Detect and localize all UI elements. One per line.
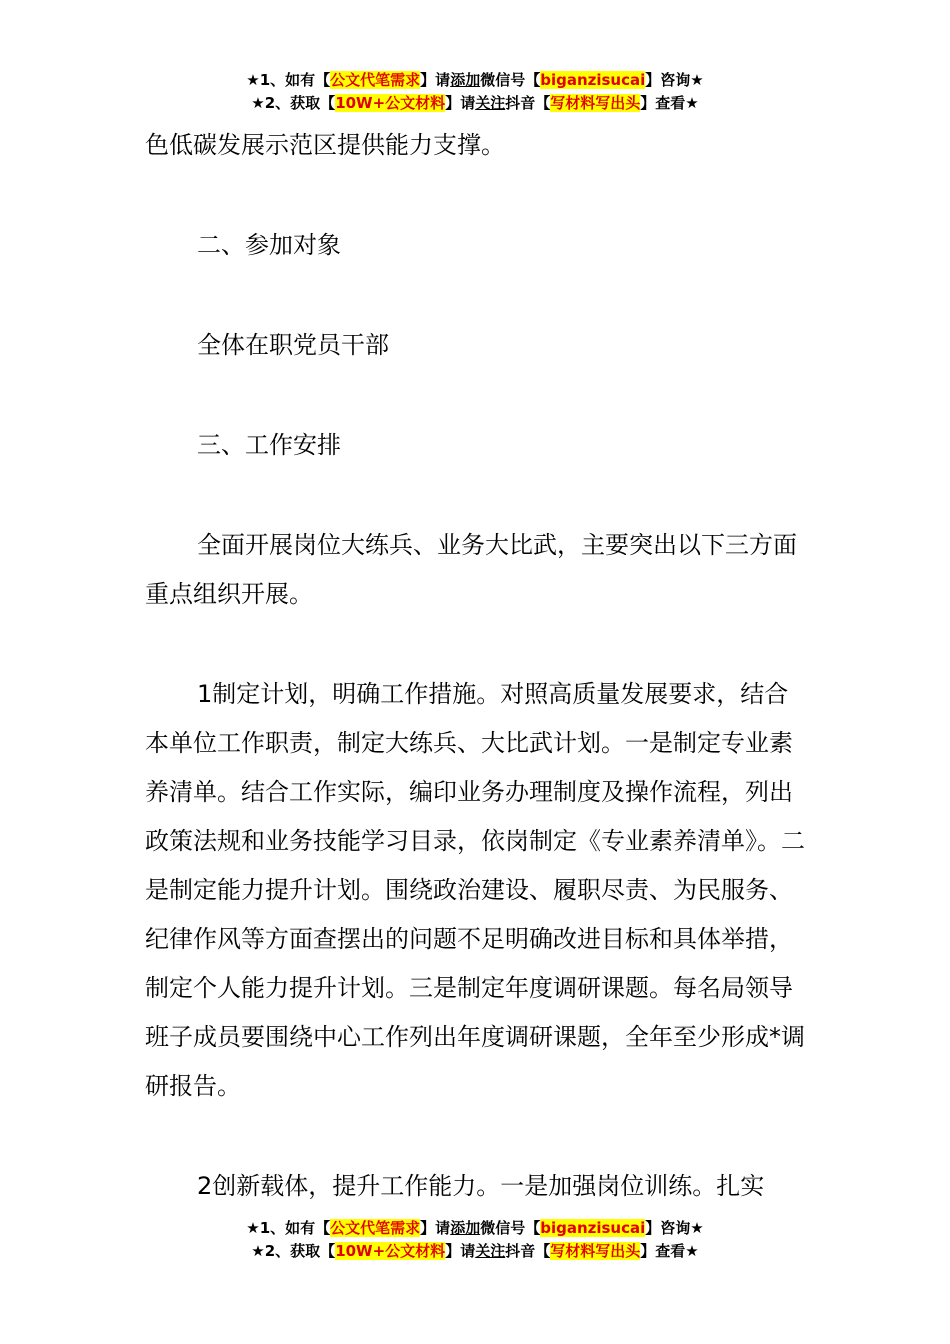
banner-line-2	[0, 1240, 950, 1263]
banner-highlight: 公文代笔需求	[330, 1219, 421, 1237]
banner-line-2	[0, 92, 950, 115]
document-body	[145, 121, 810, 1262]
banner-highlight: 公文代笔需求	[330, 71, 421, 89]
banner-text: ★1、如有【	[246, 71, 331, 89]
section-heading-arrangement: 三、工作安排	[197, 431, 341, 459]
banner-highlight: biganzisucai	[540, 71, 646, 89]
banner-highlight: 写材料写出头	[550, 1242, 641, 1260]
footer-banner	[0, 1217, 950, 1263]
banner-text: 】咨询★	[645, 71, 704, 89]
banner-line-1	[0, 69, 950, 92]
banner-highlight: biganzisucai	[540, 1219, 646, 1237]
paragraph-item-2: 2创新载体，提升工作能力。一是加强岗位训练。扎实	[197, 1172, 765, 1200]
banner-text: 】请	[445, 94, 476, 112]
banner-underline: 添加	[450, 71, 481, 89]
banner-underline: 关注	[475, 1242, 506, 1260]
banner-text: 抖音【	[505, 1242, 551, 1260]
banner-text: 】咨询★	[645, 1219, 704, 1237]
banner-text: ★2、获取【	[251, 94, 336, 112]
banner-text: 】请	[420, 71, 451, 89]
banner-text: 抖音【	[505, 94, 551, 112]
banner-highlight: 写材料写出头	[550, 94, 641, 112]
paragraph-intro: 全面开展岗位大练兵、业务大比武，主要突出以下三方面重点组织开展。	[145, 531, 797, 608]
header-banner	[0, 69, 950, 115]
banner-text: ★1、如有【	[246, 1219, 331, 1237]
banner-text: 】请	[420, 1219, 451, 1237]
banner-underline: 添加	[450, 1219, 481, 1237]
banner-text: 】请	[445, 1242, 476, 1260]
section-heading-participants: 二、参加对象	[197, 231, 341, 259]
banner-text: 】查看★	[640, 1242, 699, 1260]
banner-text: 】查看★	[640, 94, 699, 112]
banner-highlight: 10W+公文材料	[335, 1242, 446, 1260]
paragraph-continued: 色低碳发展示范区提供能力支撑。	[145, 131, 505, 159]
banner-line-1	[0, 1217, 950, 1240]
banner-text: 微信号【	[480, 1219, 541, 1237]
paragraph-item-1: 1制定计划，明确工作措施。对照高质量发展要求，结合本单位工作职责，制定大练兵、大比武计划。一是制定专业素养清单。结合工作实际，编印业务办理制度及操作流程，列出政策法规和业务技能学习目录，依岗制定《专业素养清单》。二是制定能力提升计划。围绕政治建设、履职尽责、为民服务、纪律作风等方面查摆出的问题不足明确改进目标和具体举措，制定个人能力提升计划。三是制定年度调研课题。每名局领导班子成员要围绕中心工作列出年度调研课题，全年至少形成*调研报告。	[145, 680, 805, 1100]
banner-underline: 关注	[475, 94, 506, 112]
paragraph-participants: 全体在职党员干部	[197, 331, 389, 359]
banner-highlight: 10W+公文材料	[335, 94, 446, 112]
banner-text: ★2、获取【	[251, 1242, 336, 1260]
banner-text: 微信号【	[480, 71, 541, 89]
